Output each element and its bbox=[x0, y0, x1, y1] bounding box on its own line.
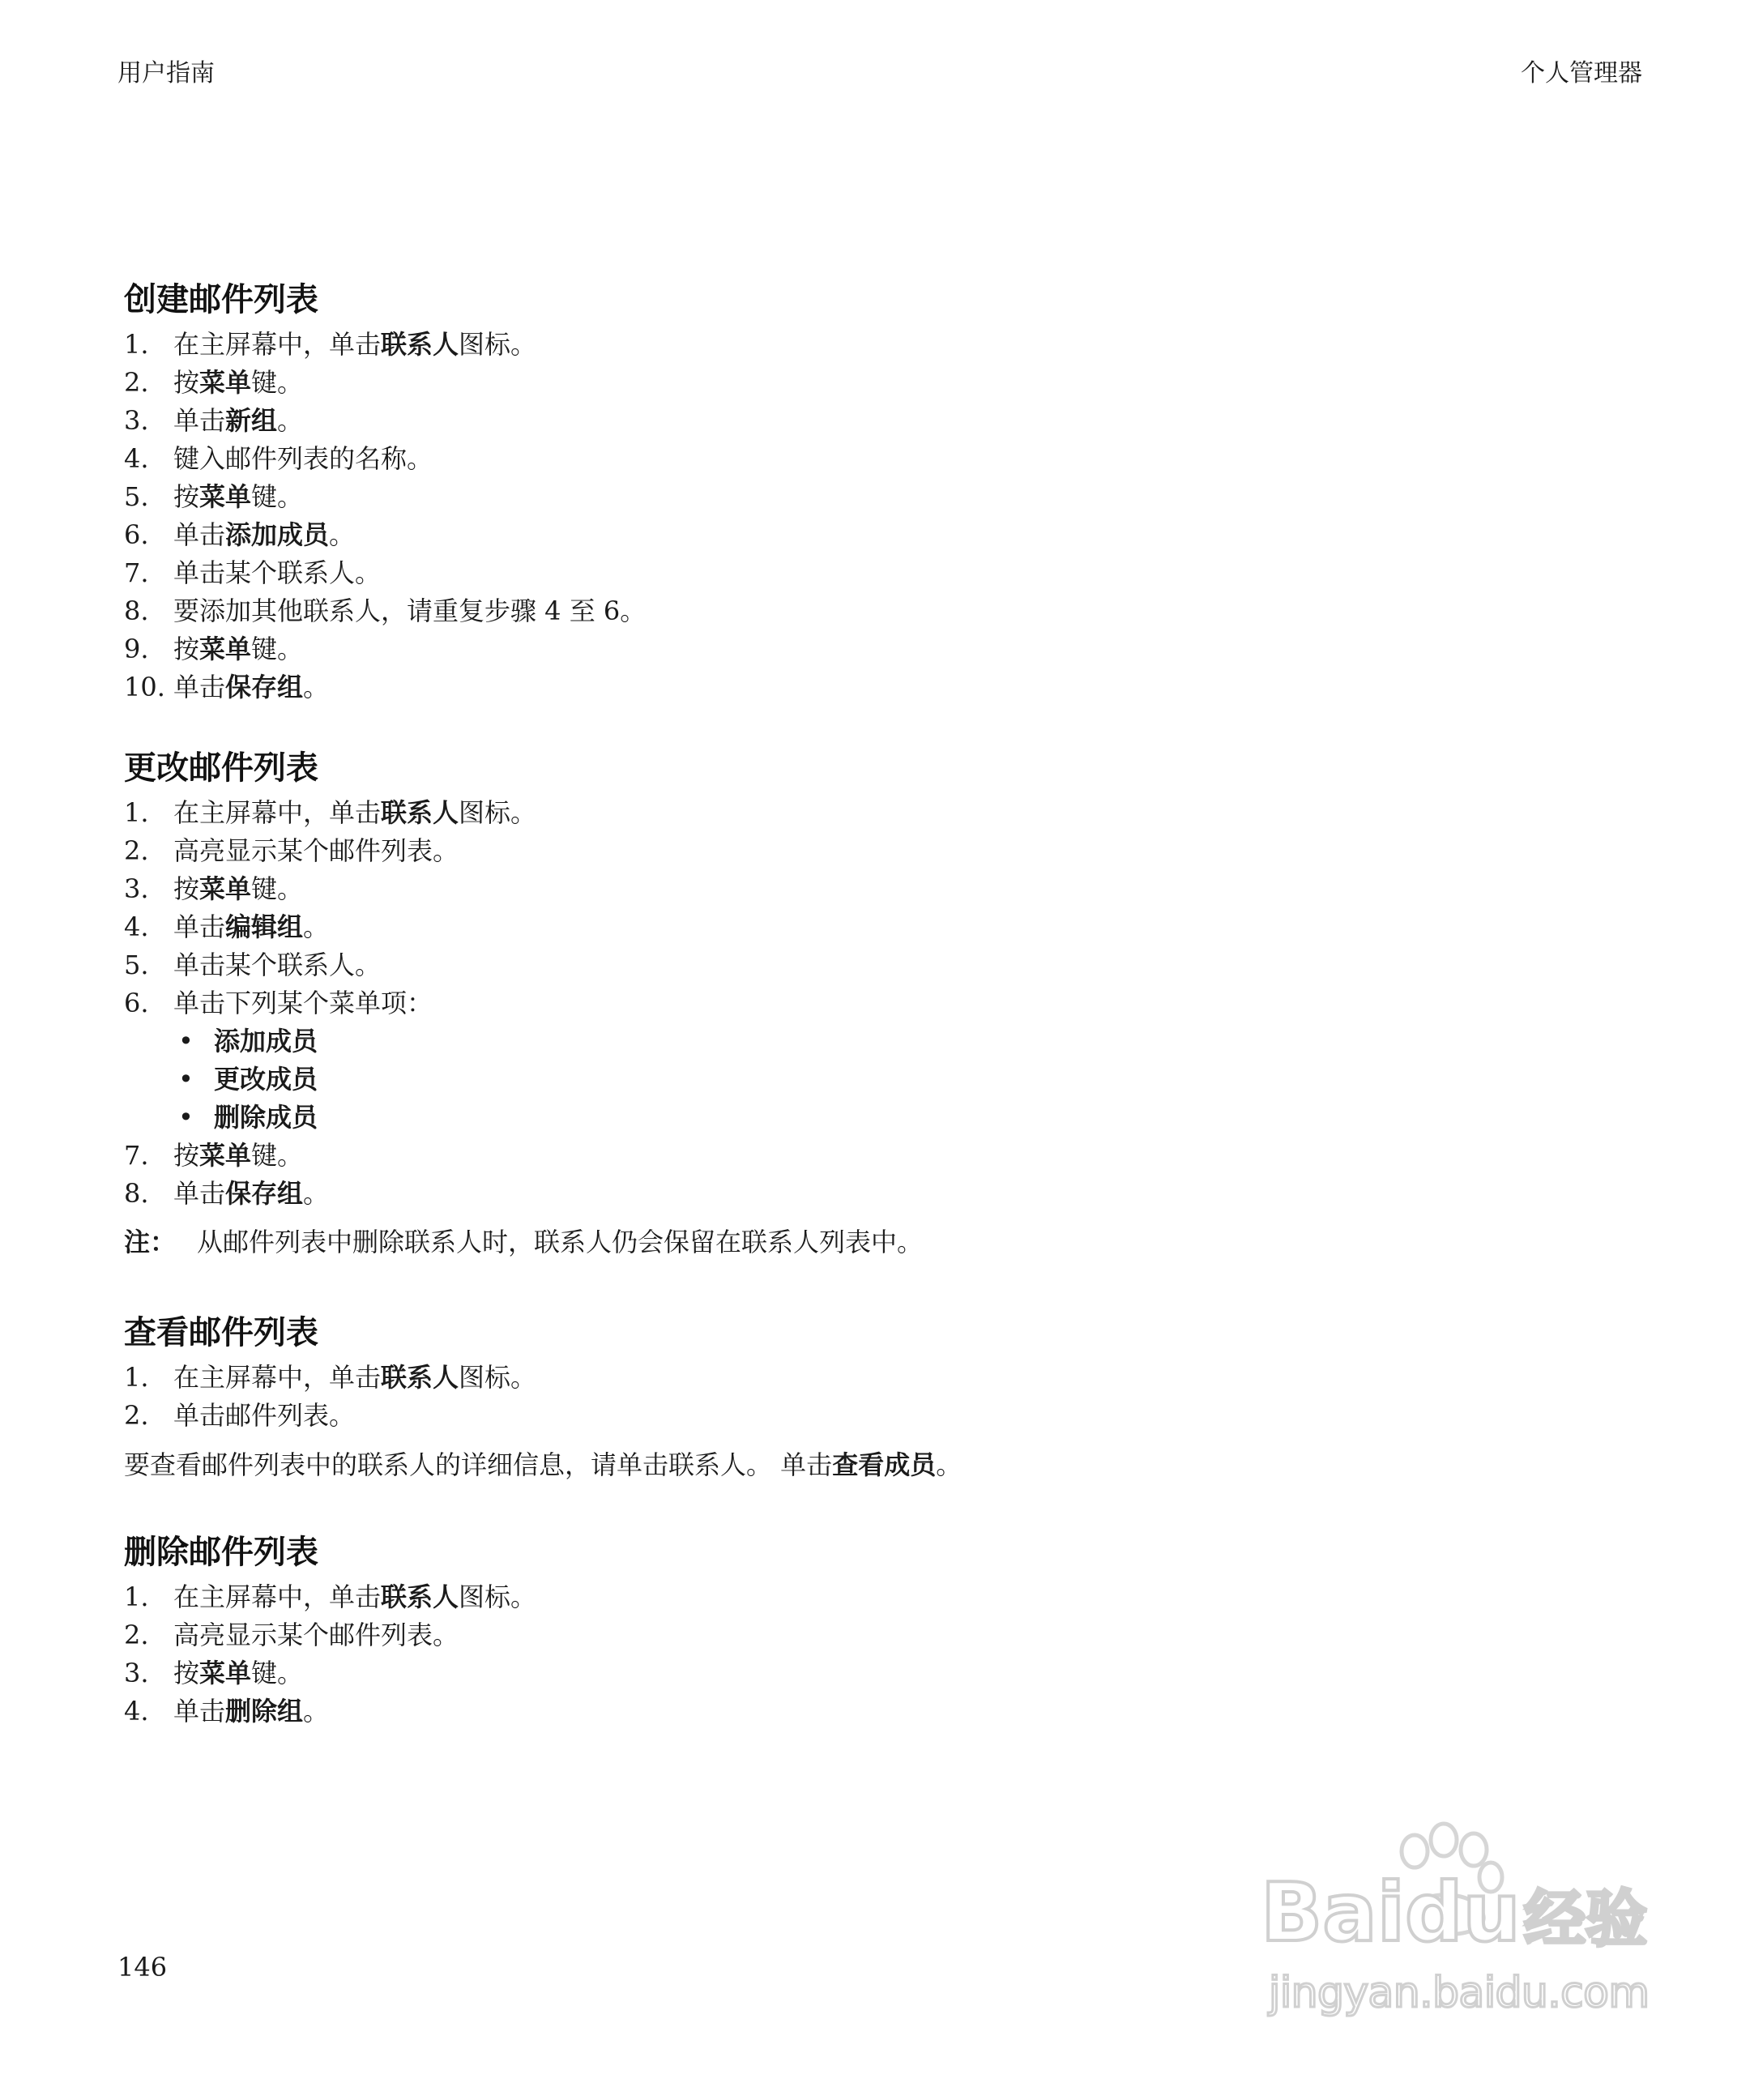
step-text-pre: 高亮显示某个邮件列表。 bbox=[173, 835, 459, 866]
step-text bbox=[173, 1578, 536, 1616]
section-title: 查看邮件列表 bbox=[124, 1314, 318, 1351]
step-text-bold: 保存组 bbox=[225, 672, 304, 702]
watermark-url: jingyan.baidu.com bbox=[1269, 1969, 1650, 2017]
step-text bbox=[173, 478, 303, 516]
step-item bbox=[124, 1137, 1663, 1175]
step-number: 6. bbox=[124, 519, 149, 550]
bullet-text: 添加成员 bbox=[214, 1026, 318, 1056]
step-text bbox=[173, 1616, 459, 1654]
step-text-bold: 菜单 bbox=[199, 481, 252, 512]
paragraph bbox=[124, 1446, 1663, 1484]
step-text-bold: 联系人 bbox=[381, 1581, 459, 1612]
step-number: 2. bbox=[124, 835, 149, 866]
paragraph-bold: 查看成员 bbox=[832, 1449, 937, 1480]
step-text-pre: 在主屏幕中，单击 bbox=[173, 1581, 382, 1612]
step-text-bold: 添加成员 bbox=[225, 519, 330, 550]
step-text-pre: 单击 bbox=[173, 405, 226, 436]
step-item bbox=[124, 1578, 1663, 1616]
step-number: 2. bbox=[124, 1400, 149, 1431]
step-text bbox=[173, 1175, 329, 1213]
step-number: 8. bbox=[124, 595, 149, 626]
step-text bbox=[173, 364, 303, 402]
step-text-post: 键。 bbox=[251, 1140, 304, 1171]
step-text bbox=[173, 402, 303, 440]
step-text bbox=[173, 984, 433, 1022]
step-text-pre: 在主屏幕中，单击 bbox=[173, 797, 382, 828]
step-text-pre: 单击 bbox=[173, 672, 226, 702]
step-number: 1. bbox=[124, 1581, 149, 1612]
step-text-post: 键。 bbox=[251, 1658, 304, 1688]
step-text-post: 。 bbox=[329, 519, 356, 550]
section-change-mailing-list bbox=[124, 744, 1663, 1261]
paw-toe-icon bbox=[1461, 1833, 1487, 1866]
step-text-post: 。 bbox=[303, 672, 330, 702]
step-item bbox=[124, 516, 1663, 554]
bullet-item bbox=[124, 1061, 1663, 1099]
step-number: 9. bbox=[124, 634, 149, 664]
step-text-post: 。 bbox=[303, 1178, 330, 1209]
step-number: 5. bbox=[124, 481, 149, 512]
paw-toe-icon bbox=[1402, 1835, 1428, 1867]
step-text-bold: 菜单 bbox=[199, 1658, 252, 1688]
bullet-item bbox=[124, 1099, 1663, 1137]
step-text bbox=[173, 440, 433, 478]
running-header-right: 个人管理器 bbox=[1521, 59, 1642, 88]
step-list bbox=[124, 1137, 1663, 1213]
step-number: 7. bbox=[124, 1140, 149, 1171]
step-item bbox=[124, 1359, 1663, 1397]
section-title: 创建邮件列表 bbox=[124, 281, 318, 318]
step-text-bold: 菜单 bbox=[199, 634, 252, 664]
step-item bbox=[124, 908, 1663, 946]
step-text-post: 键。 bbox=[251, 367, 304, 398]
step-text bbox=[173, 630, 303, 668]
step-number: 1. bbox=[124, 1362, 149, 1393]
page-content bbox=[124, 275, 1663, 1731]
step-text-pre: 在主屏幕中，单击 bbox=[173, 329, 382, 360]
watermark-cn: 经验 bbox=[1524, 1883, 1647, 1955]
step-number: 5. bbox=[124, 950, 149, 980]
watermark-brand: Baidu bbox=[1261, 1865, 1521, 1960]
step-text-post: 。 bbox=[303, 911, 330, 942]
step-text-bold: 菜单 bbox=[199, 367, 252, 398]
step-text-pre: 在主屏幕中，单击 bbox=[173, 1362, 382, 1393]
step-item bbox=[124, 668, 1663, 706]
step-item bbox=[124, 1175, 1663, 1213]
step-text-post: 图标。 bbox=[459, 1581, 537, 1612]
step-text-pre: 按 bbox=[173, 1658, 200, 1688]
bullet-dot-icon: • bbox=[178, 1064, 194, 1095]
step-text bbox=[173, 1692, 329, 1731]
step-text-post: 键。 bbox=[251, 634, 304, 664]
page-number: 146 bbox=[117, 1952, 168, 1983]
bullet-dot-icon: • bbox=[178, 1102, 194, 1133]
step-item bbox=[124, 1692, 1663, 1731]
step-text-post: 键。 bbox=[251, 481, 304, 512]
paragraph-tail: 。 bbox=[936, 1449, 962, 1480]
note bbox=[124, 1223, 1663, 1261]
paw-toe-icon bbox=[1431, 1824, 1457, 1856]
step-text-pre: 单击 bbox=[173, 1696, 226, 1727]
step-text-bold: 新组 bbox=[225, 405, 278, 436]
step-text-pre: 按 bbox=[173, 634, 200, 664]
step-text-bold: 删除组 bbox=[225, 1696, 304, 1727]
step-text-pre: 按 bbox=[173, 1140, 200, 1171]
bullet-item bbox=[124, 1022, 1663, 1061]
step-item bbox=[124, 326, 1663, 364]
baidu-jingyan-watermark bbox=[1244, 1819, 1666, 2030]
step-text-post: 。 bbox=[277, 405, 304, 436]
step-text-bold: 编辑组 bbox=[225, 911, 304, 942]
step-number: 4. bbox=[124, 1696, 149, 1727]
step-number: 2. bbox=[124, 1620, 149, 1650]
step-number: 10. bbox=[124, 672, 165, 702]
step-text-bold: 菜单 bbox=[199, 873, 252, 904]
bullet-list bbox=[124, 1022, 1663, 1137]
step-text bbox=[173, 946, 381, 984]
step-text-pre: 单击 bbox=[173, 1178, 226, 1209]
step-text-post: 图标。 bbox=[459, 1362, 537, 1393]
step-number: 8. bbox=[124, 1178, 149, 1209]
step-text-pre: 单击某个联系人。 bbox=[173, 950, 382, 980]
step-text-pre: 单击邮件列表。 bbox=[173, 1400, 356, 1431]
step-number: 3. bbox=[124, 405, 149, 436]
step-item bbox=[124, 1616, 1663, 1654]
step-number: 1. bbox=[124, 329, 149, 360]
step-number: 3. bbox=[124, 873, 149, 904]
step-text bbox=[173, 1359, 536, 1397]
step-text-pre: 单击下列某个菜单项： bbox=[173, 988, 433, 1018]
running-header-left: 用户指南 bbox=[117, 59, 215, 88]
step-item bbox=[124, 440, 1663, 478]
step-item bbox=[124, 630, 1663, 668]
step-text bbox=[173, 1654, 303, 1692]
bullet-text: 删除成员 bbox=[214, 1102, 318, 1133]
step-number: 4. bbox=[124, 911, 149, 942]
step-list bbox=[124, 1578, 1663, 1731]
step-text-pre: 按 bbox=[173, 481, 200, 512]
step-text bbox=[173, 1137, 303, 1175]
step-item bbox=[124, 832, 1663, 870]
step-number: 2. bbox=[124, 367, 149, 398]
step-item bbox=[124, 364, 1663, 402]
step-list bbox=[124, 326, 1663, 706]
step-number: 3. bbox=[124, 1658, 149, 1688]
step-text-pre: 单击 bbox=[173, 911, 226, 942]
step-text-pre: 键入邮件列表的名称。 bbox=[173, 443, 433, 474]
step-text-post: 图标。 bbox=[459, 329, 537, 360]
step-text-pre: 要添加其他联系人，请重复步骤 4 至 6。 bbox=[173, 595, 647, 626]
step-text bbox=[173, 870, 303, 908]
step-text-post: 图标。 bbox=[459, 797, 537, 828]
step-text bbox=[173, 326, 536, 364]
step-item bbox=[124, 402, 1663, 440]
step-text-bold: 联系人 bbox=[381, 329, 459, 360]
step-text-pre: 单击某个联系人。 bbox=[173, 557, 382, 588]
step-text bbox=[173, 516, 355, 554]
step-text bbox=[173, 908, 329, 946]
step-text bbox=[173, 794, 536, 832]
section-title: 删除邮件列表 bbox=[124, 1534, 318, 1571]
step-text-pre: 按 bbox=[173, 873, 200, 904]
step-item bbox=[124, 984, 1663, 1022]
step-text bbox=[173, 554, 381, 592]
section-create-mailing-list bbox=[124, 275, 1663, 706]
step-text-pre: 单击 bbox=[173, 519, 226, 550]
step-item bbox=[124, 592, 1663, 630]
step-list bbox=[124, 1359, 1663, 1435]
bullet-dot-icon: • bbox=[178, 1026, 194, 1056]
step-text-bold: 联系人 bbox=[381, 1362, 459, 1393]
step-text-post: 键。 bbox=[251, 873, 304, 904]
note-text: 从邮件列表中删除联系人时，联系人仍会保留在联系人列表中。 bbox=[197, 1227, 924, 1257]
step-number: 7. bbox=[124, 557, 149, 588]
paragraph-text: 要查看邮件列表中的联系人的详细信息，请单击联系人。 单击 bbox=[124, 1449, 833, 1480]
step-text-pre: 高亮显示某个邮件列表。 bbox=[173, 1620, 459, 1650]
step-item bbox=[124, 946, 1663, 984]
step-list bbox=[124, 794, 1663, 1022]
bullet-text: 更改成员 bbox=[214, 1064, 318, 1095]
section-delete-mailing-list bbox=[124, 1528, 1663, 1731]
step-text-bold: 保存组 bbox=[225, 1178, 304, 1209]
step-item bbox=[124, 794, 1663, 832]
step-number: 6. bbox=[124, 988, 149, 1018]
step-text bbox=[173, 832, 459, 870]
step-text bbox=[173, 592, 646, 630]
step-item bbox=[124, 1654, 1663, 1692]
section-view-mailing-list bbox=[124, 1308, 1663, 1484]
step-text-pre: 按 bbox=[173, 367, 200, 398]
note-label: 注： bbox=[124, 1227, 177, 1257]
step-text-post: 。 bbox=[303, 1696, 330, 1727]
section-title: 更改邮件列表 bbox=[124, 749, 318, 787]
step-text-bold: 菜单 bbox=[199, 1140, 252, 1171]
step-item bbox=[124, 478, 1663, 516]
step-text-bold: 联系人 bbox=[381, 797, 459, 828]
step-item bbox=[124, 554, 1663, 592]
step-text bbox=[173, 1397, 355, 1435]
step-item bbox=[124, 870, 1663, 908]
step-text bbox=[173, 668, 329, 706]
step-number: 4. bbox=[124, 443, 149, 474]
step-number: 1. bbox=[124, 797, 149, 828]
step-item bbox=[124, 1397, 1663, 1435]
